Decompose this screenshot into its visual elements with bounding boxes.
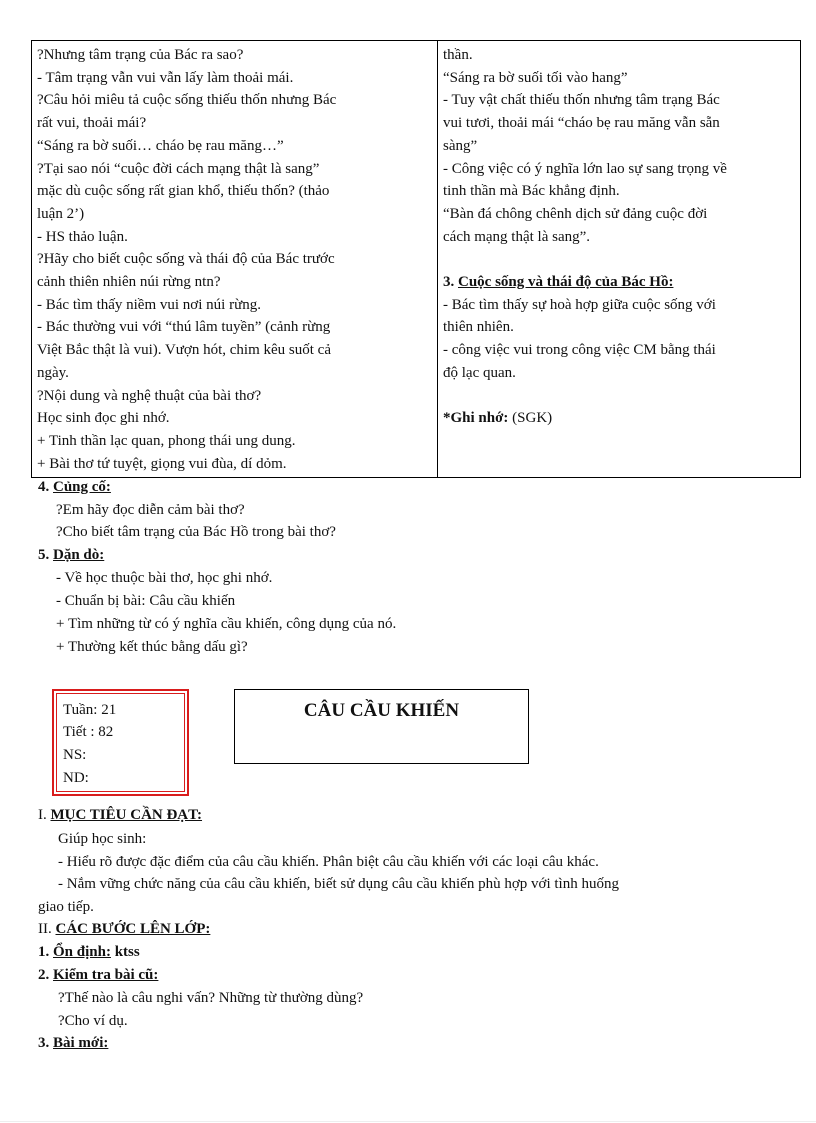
table-left-line: ?Hãy cho biết cuộc sống và thái độ của Bác trước (37, 251, 335, 268)
cungco-item: ?Cho biết tâm trạng của Bác Hồ trong bài thơ? (56, 524, 336, 540)
table-left-line: - Bác tìm thấy niềm vui nơi núi rừng. (37, 296, 261, 313)
ondinh-text: ktss (110, 944, 140, 960)
section-title: Kiểm tra bài cũ: (53, 967, 159, 983)
table-left-line: + Tinh thần lạc quan, phong thái ung dung. (37, 432, 296, 449)
table-left-line: + Bài thơ tứ tuyệt, giọng vui đùa, dí dỏm. (37, 455, 287, 472)
dando-item: + Tìm những từ có ý nghĩa cầu khiến, công dụng của nó. (56, 616, 397, 632)
table-left-line: luận 2’) (37, 205, 85, 222)
ns-label: NS: (63, 747, 87, 763)
table-right-line: - Tuy vật chất thiếu thốn nhưng tâm trạng Bác (443, 92, 720, 109)
section-title: CÁC BƯỚC LÊN LỚP: (55, 921, 211, 937)
section-number: 2. (38, 967, 50, 983)
section-3-heading (443, 271, 796, 294)
table-left-line: ?Tại sao nói “cuộc đời cách mạng thật là sang” (37, 160, 320, 177)
note-line (443, 407, 796, 430)
ondinh-line (38, 941, 140, 963)
table-left-line: mặc dù cuộc sống rất gian khổ, thiếu thốn? (thảo (37, 183, 330, 200)
table-right-line: “Sáng ra bờ suối tối vào hang” (443, 69, 628, 86)
table-left-line: rất vui, thoải mái? (37, 115, 147, 132)
section-number: II. (38, 921, 52, 937)
muctieu-line: Giúp học sinh: (58, 831, 147, 847)
table-left-line: “Sáng ra bờ suối… cháo bẹ rau măng…” (37, 137, 284, 154)
kiemtra-heading (38, 964, 158, 986)
spacer (443, 248, 796, 271)
note-label: *Ghi nhớ: (443, 410, 509, 427)
dando-item: - Chuẩn bị bài: Câu cầu khiến (56, 593, 236, 609)
teacher-activity-cell (32, 41, 438, 478)
period-label: Tiết : 82 (63, 724, 114, 740)
section-number: 3. (443, 274, 455, 291)
dando-heading (38, 544, 104, 566)
section-number: 3. (38, 1035, 50, 1051)
table-left-line: ?Nội dung và nghệ thuật của bài thơ? (37, 387, 262, 404)
cungco-item: ?Em hãy đọc diễn cảm bài thơ? (56, 502, 245, 518)
table-right-line: - Bác tìm thấy sự hoà hợp giữa cuộc sống với (443, 296, 716, 313)
section-title: Củng cố: (53, 479, 111, 495)
dando-item: + Thường kết thúc bằng dấu gì? (56, 639, 248, 655)
muctieu-line: giao tiếp. (38, 899, 94, 915)
dando-item: - Về học thuộc bài thơ, học ghi nhớ. (56, 570, 273, 586)
section-number: 5. (38, 547, 50, 563)
table-left-line: Việt Bắc thật là vui). Vượn hót, chim kêu suốt cả (37, 342, 331, 359)
content-cell (438, 41, 801, 478)
section-title: Bài mới: (53, 1035, 109, 1051)
table-left-line: ?Nhưng tâm trạng của Bác ra sao? (37, 47, 244, 63)
muctieu-line: - Hiểu rõ được đặc điểm của câu cầu khiến. Phân biệt câu cầu khiến với các loại câu khác. (58, 854, 599, 870)
kiemtra-item: ?Cho ví dụ. (58, 1013, 128, 1029)
table-right-line: độ lạc quan. (443, 364, 516, 381)
section-number: I. (38, 807, 47, 823)
table-right-line: vui tươi, thoải mái “cháo bẹ rau măng vẫn sẵn (443, 115, 720, 132)
table-left-line: - Bác thường vui với “thú lâm tuyền” (cảnh rừng (37, 319, 331, 336)
table-left-line: Học sinh đọc ghi nhớ. (37, 410, 170, 427)
table-right-line: tinh thần mà Bác khẳng định. (443, 183, 620, 200)
table-left-line: cảnh thiên nhiên núi rừng ntn? (37, 274, 221, 291)
table-left-line: ngày. (37, 364, 69, 381)
section-title: Cuộc sống và thái độ của Bác Hồ: (458, 274, 674, 291)
spacer (443, 385, 796, 408)
lesson-table (31, 40, 801, 478)
table-right-line: thiên nhiên. (443, 319, 514, 336)
table-right-line: - công việc vui trong công việc CM bằng thái (443, 342, 716, 359)
table-right-line: sàng” (443, 137, 478, 154)
section-title: Dặn dò: (53, 547, 105, 563)
nd-label: ND: (63, 770, 89, 786)
muctieu-heading (38, 804, 202, 826)
table-right-line: cách mạng thật là sang”. (443, 228, 591, 245)
table-right-line: - Công việc có ý nghĩa lớn lao sự sang trọng về (443, 160, 727, 177)
table-right-line: thần. (443, 47, 473, 63)
table-right-line: “Bàn đá chông chênh dịch sử đảng cuộc đời (443, 205, 708, 222)
kiemtra-item: ?Thế nào là câu nghi vấn? Những từ thường dùng? (58, 990, 364, 1006)
lesson-title: CÂU CẦU KHIẾN (303, 700, 460, 721)
muctieu-line: - Nắm vững chức năng của câu cầu khiến, biết sử dụng câu cầu khiến phù hợp với tình huống (58, 876, 619, 892)
section-title: Ổn định: (53, 944, 111, 960)
section-title: MỤC TIÊU CẦN ĐẠT: (50, 807, 203, 823)
table-left-line: ?Câu hỏi miêu tả cuộc sống thiếu thốn nhưng Bác (37, 92, 337, 109)
cacbuoc-heading (38, 918, 210, 940)
week-label: Tuần: 21 (63, 702, 117, 718)
table-left-line: - Tâm trạng vẫn vui vẫn lấy làm thoải mái. (37, 69, 294, 86)
page-edge (0, 1121, 816, 1122)
cungco-heading (38, 476, 111, 498)
lesson-title-box (234, 689, 529, 764)
section-number: 4. (38, 479, 50, 495)
table-left-line: - HS thảo luận. (37, 228, 128, 245)
section-number: 1. (38, 944, 50, 960)
note-text: (SGK) (508, 410, 553, 427)
baimoi-heading (38, 1032, 108, 1054)
lesson-info-box (52, 689, 189, 796)
